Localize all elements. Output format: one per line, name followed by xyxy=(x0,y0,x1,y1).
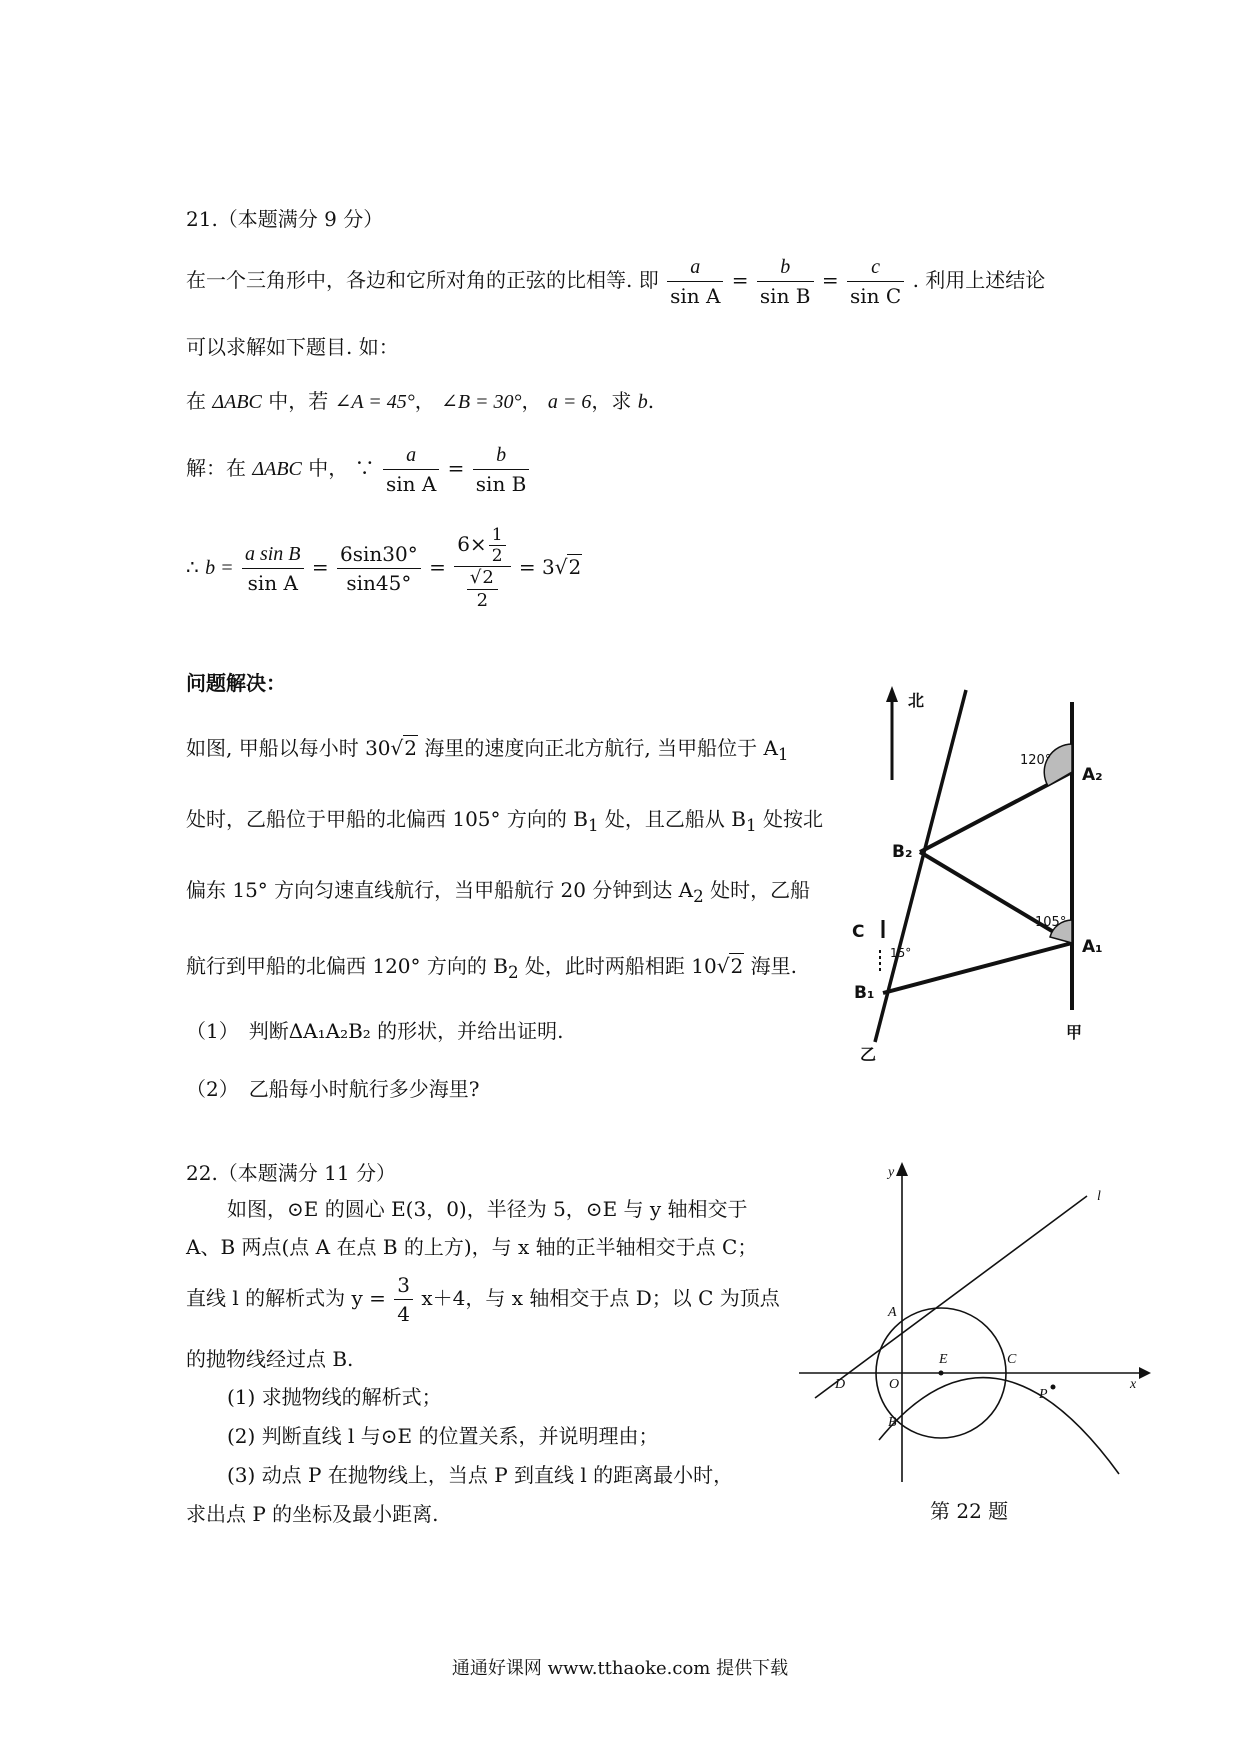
q22-frac-den: 4 xyxy=(397,1302,410,1326)
law-frac-c xyxy=(847,253,904,310)
solution-frac-b-num: b xyxy=(473,441,530,470)
pl4-a: 航行到甲船的北偏西 120° 方向的 B xyxy=(186,954,508,978)
example-angle-b: ∠B = 30° xyxy=(441,391,522,413)
solution-frac-2 xyxy=(337,540,421,597)
solution-result: = 3 xyxy=(518,555,555,579)
q21-problem-line2 xyxy=(186,806,823,839)
pl4-c: 海里. xyxy=(744,954,797,978)
q21-solution-line2: ∴ b = $\frac{\text{a sin B}}{\text{sin A}}$ = $\frac{6\sin 30^\circ}{\sin 45^\circ}$ = 6× $\frac{1}{2}$ $\frac{√2}{2}$ = 3√2 xyxy=(186,525,582,611)
footer-credit: 通通好课网 www.tthaoke.com 提供下载 xyxy=(451,1658,789,1679)
q21-sub2: （2） 乙船每小时航行多少海里? xyxy=(186,1077,480,1101)
result-root-value: 2 xyxy=(568,555,582,579)
law-frac-a-den: sin A xyxy=(670,284,721,308)
example-ask: ，求 xyxy=(591,389,632,413)
pl1-b: 海里的速度向正北方航行, 当甲船位于 A xyxy=(418,736,778,760)
figure-caption: 第 22 题 xyxy=(930,1499,1009,1523)
pl1-sub: 1 xyxy=(777,745,789,764)
law-frac-b xyxy=(757,253,814,310)
label-d: D xyxy=(835,1377,846,1392)
q21-problem-title: 问题解决： xyxy=(186,671,286,695)
label-p: P xyxy=(1039,1387,1048,1402)
q22-frac-num: 3 xyxy=(394,1271,413,1300)
pl4-b: 处，此时两船相距 10 xyxy=(518,954,717,978)
q22-line4: 的抛物线经过点 B. xyxy=(186,1347,354,1371)
pl1-root-value: 2 xyxy=(404,736,418,760)
pl1-a: 如图, 甲船以每小时 30 xyxy=(186,736,391,760)
q21-problem-line4 xyxy=(186,953,797,986)
frac2-num: 6sin30° xyxy=(337,540,421,569)
root2-den: 2 xyxy=(476,590,489,611)
example-angle-a: ∠A = 45° xyxy=(334,391,415,413)
label-a: A xyxy=(888,1305,897,1320)
solution-frac-1 xyxy=(242,540,304,597)
q22-item-2: (2) 判断直线 l 与⊙E 的位置关系，并说明理由； xyxy=(227,1424,659,1448)
pl3-a: 偏东 15° 方向匀速直线航行，当甲船航行 20 分钟到达 A xyxy=(186,878,694,902)
example-triangle: ΔABC xyxy=(212,391,262,413)
q21-example: 在 ΔABC 中，若 ∠A = 45°， ∠B = 30°， a = 6，求 b. xyxy=(186,389,655,413)
pl2-sub: 1 xyxy=(587,816,599,835)
q21-sub1: （1） 判断ΔA₁A₂B₂ 的形状，并给出证明. xyxy=(186,1019,564,1043)
angle-120-label: 120° xyxy=(1020,753,1052,768)
solution-frac-a-den: sin A xyxy=(385,472,437,496)
law-frac-a xyxy=(667,253,723,310)
q21-solution-line1: 解：在 ΔABC 中， ∵ $\frac{a}{\text{sin A}}$ = $\frac{b}{\text{sin B}}$ xyxy=(186,438,531,499)
pl4-root: √2 xyxy=(716,954,744,978)
q21-problem-line3 xyxy=(186,877,810,910)
circle-parabola-figure xyxy=(795,1160,1155,1500)
half-frac xyxy=(489,525,506,566)
frac3-num xyxy=(454,525,510,567)
label-jia: 甲 xyxy=(1066,1023,1083,1042)
ship-figure xyxy=(830,680,1130,1080)
pl3-b: 处时，乙船 xyxy=(703,878,811,902)
example-dot: . xyxy=(647,389,655,413)
root2: √2 xyxy=(469,567,494,588)
result-root: √2 xyxy=(554,555,582,579)
law-frac-c-den: sin C xyxy=(850,284,902,308)
label-c: C xyxy=(852,922,865,942)
solution-b-eq: b = xyxy=(205,557,234,579)
label-e: E xyxy=(939,1352,948,1367)
y-axis-arrow xyxy=(896,1162,908,1176)
yi-path-line xyxy=(875,690,966,1042)
pl2-a: 处时，乙船位于甲船的北偏西 105° 方向的 B xyxy=(186,807,588,831)
line-l xyxy=(815,1196,1087,1398)
therefore-symbol: ∴ xyxy=(186,555,199,579)
root2-over-2 xyxy=(467,567,498,612)
label-b1: B₁ xyxy=(854,983,875,1003)
pl3-sub: 2 xyxy=(693,887,704,906)
q22-heading: 22.（本题满分 11 分） xyxy=(186,1161,396,1185)
pl2-c: 处按北 xyxy=(756,807,823,831)
q21-heading: 21.（本题满分 9 分） xyxy=(186,207,384,231)
angle-105-label: 105° xyxy=(1035,915,1067,930)
label-c-point: C xyxy=(1007,1352,1017,1367)
segment-a1-b1 xyxy=(883,943,1072,993)
q21-problem-line1 xyxy=(186,735,789,768)
label-l: l xyxy=(1097,1189,1101,1204)
label-y: y xyxy=(888,1165,895,1180)
solution-frac-3 xyxy=(454,525,510,612)
pl4-root-value: 2 xyxy=(730,954,744,978)
example-mid: 中，若 xyxy=(268,389,329,413)
frac3-den xyxy=(454,567,510,612)
law-frac-a-num: a xyxy=(667,253,723,282)
point-e xyxy=(939,1371,944,1376)
label-b: B xyxy=(888,1415,897,1430)
q22-item-1: (1) 求抛物线的解析式； xyxy=(227,1385,442,1409)
solution-frac-a-num: a xyxy=(383,441,439,470)
q22-item-3: (3) 动点 P 在抛物线上，当点 P 到直线 l 的距离最小时， xyxy=(227,1463,734,1487)
pl4-sub: 2 xyxy=(507,963,519,982)
label-a2: A₂ xyxy=(1082,765,1103,785)
north-label: 北 xyxy=(908,691,925,710)
solution-label: 解：在 xyxy=(186,456,246,480)
q21-law-line: 在一个三角形中，各边和它所对角的正弦的比相等. 即 $\frac{a}{\text{sin A}}$ = $\frac{b}{\text{sin B}}$ = $\frac{c}{\text{sin C}}$ . 利用上述结论 xyxy=(186,250,1045,310)
label-o: O xyxy=(889,1377,900,1392)
q21-intro-text: 在一个三角形中，各边和它所对角的正弦的比相等. 即 xyxy=(186,268,659,292)
q22-last-line: 求出点 P 的坐标及最小距离. xyxy=(186,1502,439,1526)
parabola xyxy=(879,1378,1119,1474)
q22-line3 xyxy=(186,1268,780,1328)
q22-line1: 如图，⊙E 的圆心 E(3，0)，半径为 5，⊙E 与 y 轴相交于 xyxy=(227,1197,748,1221)
q21-line2: 可以求解如下题目. 如： xyxy=(186,335,399,359)
solution-frac-b xyxy=(473,441,530,498)
label-b2: B₂ xyxy=(892,842,913,862)
half-den: 2 xyxy=(491,546,503,566)
law-frac-c-num: c xyxy=(847,253,904,282)
frac1-den: sin A xyxy=(247,571,298,595)
example-ask-var: b xyxy=(637,391,648,413)
label-yi: 乙 xyxy=(860,1045,877,1064)
solution-frac-b-den: sin B xyxy=(475,472,527,496)
x-axis-arrow xyxy=(1139,1367,1151,1379)
pl2-b: 处，且乙船从 B xyxy=(598,807,746,831)
law-frac-b-den: sin B xyxy=(759,284,811,308)
pl2-sub2: 1 xyxy=(745,816,757,835)
point-p xyxy=(1051,1385,1056,1390)
label-a1: A₁ xyxy=(1082,937,1103,957)
angle-15-label: 15° xyxy=(890,946,912,960)
q22-line2: A、B 两点(点 A 在点 B 的上方)，与 x 轴的正半轴相交于点 C； xyxy=(186,1235,758,1259)
law-frac-b-num: b xyxy=(757,253,814,282)
example-side-a: a = 6 xyxy=(547,391,592,413)
q21-intro-tail: . 利用上述结论 xyxy=(912,268,1046,292)
half-num: 1 xyxy=(489,525,506,546)
frac3-num-six: 6× xyxy=(457,532,487,556)
solution-frac-a xyxy=(383,441,439,498)
pl1-root: √2 xyxy=(390,736,418,760)
q22-frac-3-4 xyxy=(394,1271,413,1328)
north-arrow-head xyxy=(886,686,898,702)
q22-line3-a: 直线 l 的解析式为 y = xyxy=(186,1286,386,1310)
label-x: x xyxy=(1130,1377,1137,1392)
root2-value: 2 xyxy=(482,567,494,588)
q22-line3-b: x＋4，与 x 轴相交于点 D；以 C 为顶点 xyxy=(421,1286,780,1310)
solution-triangle: ΔABC xyxy=(252,458,302,480)
solution-mid: 中， xyxy=(308,456,349,480)
frac2-den: sin45° xyxy=(346,571,412,595)
because-symbol: ∵ xyxy=(354,456,375,480)
frac1-num: a sin B xyxy=(242,540,304,569)
example-prefix: 在 xyxy=(186,389,206,413)
